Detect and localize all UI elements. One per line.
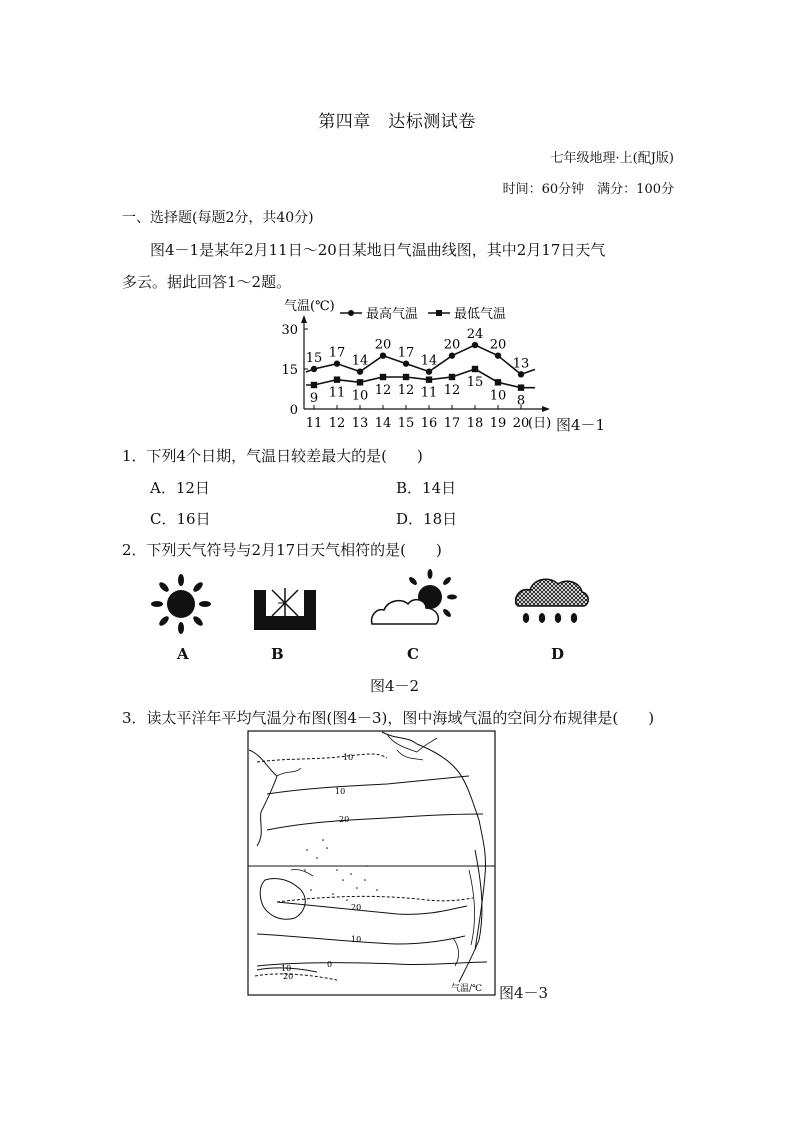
- x-tick-label: 13: [351, 416, 369, 431]
- high-temp-point: [495, 352, 501, 358]
- isotherm-label: 20: [283, 972, 294, 981]
- high-temp-point: [403, 360, 409, 366]
- legend-high-label: 最高气温: [366, 307, 419, 322]
- frost-icon: [250, 586, 320, 634]
- x-tick-label: 15: [397, 416, 415, 431]
- q1-option-b[interactable]: B．14日: [396, 479, 457, 497]
- low-temp-label: 12: [397, 383, 415, 398]
- high-temp-point: [426, 368, 432, 374]
- high-temp-label: 14: [351, 353, 369, 369]
- grade-subject: 七年级地理·上(配J版): [550, 151, 674, 166]
- high-temp-point: [472, 342, 478, 348]
- low-temp-point: [449, 374, 455, 380]
- high-temp-point: [334, 360, 340, 366]
- y-tick-label: 15: [281, 363, 298, 378]
- high-temp-label: 13: [512, 356, 530, 372]
- sunny-icon: [148, 570, 214, 636]
- x-tick-label: 17: [443, 416, 461, 431]
- intro-line-1: 图4－1是某年2月11日～20日某地日气温曲线图，其中2月17日天气: [150, 241, 606, 259]
- low-temp-label: 11: [420, 385, 438, 401]
- y-tick-label: 30: [281, 323, 298, 338]
- high-temp-label: 24: [466, 327, 484, 342]
- q1-option-a[interactable]: A．12日: [150, 479, 210, 497]
- isotherm-label: 10: [351, 935, 362, 944]
- figure-4-2-caption: 图4－2: [370, 677, 420, 695]
- high-temp-label: 15: [305, 351, 323, 366]
- page-title: 第四章 达标测试卷: [318, 112, 476, 132]
- q1-option-d[interactable]: D．18日: [396, 510, 458, 528]
- high-temp-point: [518, 371, 524, 377]
- figure-4-3-caption: 图4－3: [499, 984, 549, 1002]
- section-heading: 一、选择题(每题2分，共40分): [122, 210, 314, 226]
- legend-low-marker: [436, 310, 442, 316]
- x-axis-unit: (日): [528, 416, 552, 431]
- x-tick-label: 18: [466, 416, 484, 431]
- x-tick-label: 20: [512, 416, 530, 431]
- low-temp-point: [518, 384, 524, 390]
- high-temp-point: [311, 366, 317, 372]
- low-temp-label: 9: [309, 391, 319, 406]
- low-temp-label: 10: [489, 388, 507, 404]
- isotherm-label: 10: [343, 753, 354, 762]
- low-temp-point: [472, 366, 478, 372]
- x-tick-label: 12: [328, 416, 346, 431]
- isotherm-label: 10: [281, 964, 292, 973]
- low-temp-label: 12: [374, 383, 392, 398]
- low-temp-label: 8: [516, 393, 526, 409]
- low-temp-label: 12: [443, 383, 461, 398]
- legend-low-label: 最低气温: [454, 307, 507, 322]
- pacific-temperature-map: [247, 730, 497, 997]
- legend-high-marker: [348, 310, 354, 316]
- high-temp-label: 20: [374, 337, 392, 353]
- y-axis-arrow: [301, 315, 307, 323]
- isotherm-label: 10: [335, 787, 346, 796]
- question-1: 1．下列4个日期，气温日较差最大的是( ): [122, 447, 423, 465]
- isotherm-label: 20: [339, 815, 350, 824]
- low-temp-label: 11: [328, 385, 346, 401]
- symbol-label-d: D: [551, 645, 565, 663]
- high-temp-point: [449, 352, 455, 358]
- low-temp-point: [403, 374, 409, 380]
- high-temp-label: 14: [420, 353, 438, 369]
- low-temp-label: 10: [351, 388, 369, 404]
- x-tick-label: 11: [305, 416, 323, 431]
- low-temp-point: [495, 379, 501, 385]
- chart-ylabel: 气温(℃): [284, 299, 335, 314]
- high-temp-label: 17: [397, 345, 415, 361]
- x-axis-arrow: [542, 406, 550, 412]
- low-temp-point: [311, 382, 317, 388]
- question-2: 2．下列天气符号与2月17日天气相符的是( ): [122, 541, 442, 559]
- y-tick-label: 0: [289, 403, 298, 418]
- high-temp-label: 17: [328, 345, 346, 361]
- intro-line-2: 多云。据此回答1～2题。: [122, 273, 292, 291]
- high-temp-label: 20: [443, 337, 461, 353]
- x-tick-label: 19: [489, 416, 507, 431]
- q1-option-c[interactable]: C．16日: [150, 510, 211, 528]
- low-temp-point: [357, 379, 363, 385]
- low-temp-label: 15: [466, 375, 484, 390]
- isotherm-label: 20: [351, 903, 362, 912]
- time-score: 时间：60分钟 满分：100分: [502, 182, 674, 197]
- figure-4-1-caption: 图4－1: [556, 416, 606, 434]
- high-temp-point: [357, 368, 363, 374]
- map-legend: 气温/℃: [451, 984, 483, 994]
- partly-cloudy-icon: [368, 566, 464, 630]
- question-3: 3．读太平洋年平均气温分布图(图4－3)，图中海域气温的空间分布规律是( ): [122, 709, 655, 727]
- x-tick-label: 14: [374, 416, 392, 431]
- low-temp-point: [380, 374, 386, 380]
- symbol-label-c: C: [407, 645, 419, 663]
- high-temp-point: [380, 352, 386, 358]
- symbol-label-b: B: [271, 645, 284, 663]
- low-temp-point: [334, 376, 340, 382]
- rain-icon: [512, 570, 592, 628]
- symbol-label-a: A: [177, 645, 189, 663]
- low-temp-point: [426, 376, 432, 382]
- high-temp-label: 20: [489, 337, 507, 353]
- isotherm-label: 0: [327, 960, 333, 969]
- x-tick-label: 16: [420, 416, 438, 431]
